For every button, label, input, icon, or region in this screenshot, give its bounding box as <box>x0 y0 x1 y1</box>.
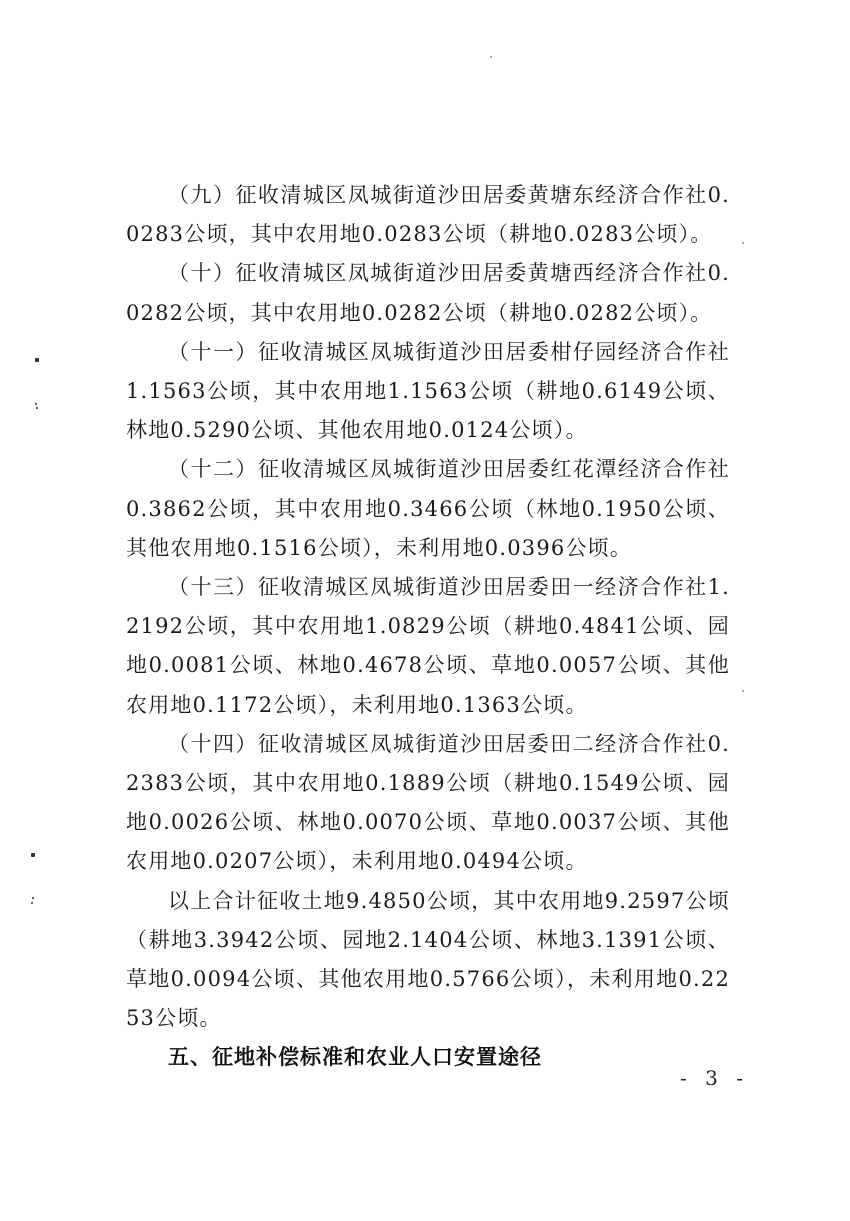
scan-speck <box>742 690 744 692</box>
scan-mark <box>31 902 33 904</box>
paragraph-item-13: （十三）征收清城区凤城街道沙田居委田一经济合作社1.2192公顷，其中农用地1.0829公顷（耕地0.4841公顷、园地0.0081公顷、林地0.4678公顷、草地0.0057公顷、其他农用地0.1172公顷），未利用地0.1363公顷。 <box>126 575 730 717</box>
scan-mark <box>36 407 38 409</box>
scan-mark <box>31 853 35 857</box>
paragraph-item-14: （十四）征收清城区凤城街道沙田居委田二经济合作社0.2383公顷，其中农用地0.1889公顷（耕地0.1549公顷、园地0.0026公顷、林地0.0070公顷、草地0.0037公顷、其他农用地0.0207公顷），未利用地0.0494公顷。 <box>126 731 730 874</box>
scan-mark <box>35 358 39 362</box>
scan-mark <box>35 403 37 405</box>
paragraph-item-11: （十一）征收清城区凤城街道沙田居委柑仔园经济合作社1.1563公顷，其中农用地1.1563公顷（耕地0.6149公顷、林地0.5290公顷、其他农用地0.0124公顷）。 <box>126 339 730 443</box>
section-heading: 五、征地补偿标准和农业人口安置途径 <box>168 1045 542 1070</box>
page-number: - 3 - <box>680 1066 749 1090</box>
paragraph-item-10: （十）征收清城区凤城街道沙田居委黄塘西经济合作社0.0282公顷，其中农用地0.0282公顷（耕地0.0282公顷）。 <box>126 261 730 325</box>
scan-speck <box>742 242 744 244</box>
scan-speck <box>490 56 492 58</box>
paragraph-item-12: （十二）征收清城区凤城街道沙田居委红花潭经济合作社0.3862公顷，其中农用地0.3466公顷（林地0.1950公顷、其他农用地0.1516公顷），未利用地0.0396公顷。 <box>126 457 730 560</box>
document-body <box>126 176 730 1078</box>
scan-mark <box>32 897 34 899</box>
paragraph-summary: 以上合计征收土地9.4850公顷，其中农用地9.2597公顷（耕地3.3942公顷、园地2.1404公顷、林地3.1391公顷、草地0.0094公顷、其他农用地0.5766公顷），未利用地0.2253公顷。 <box>126 888 730 1031</box>
paragraph-item-9: （九）征收清城区凤城街道沙田居委黄塘东经济合作社0.0283公顷，其中农用地0.0283公顷（耕地0.0283公顷）。 <box>126 183 730 247</box>
